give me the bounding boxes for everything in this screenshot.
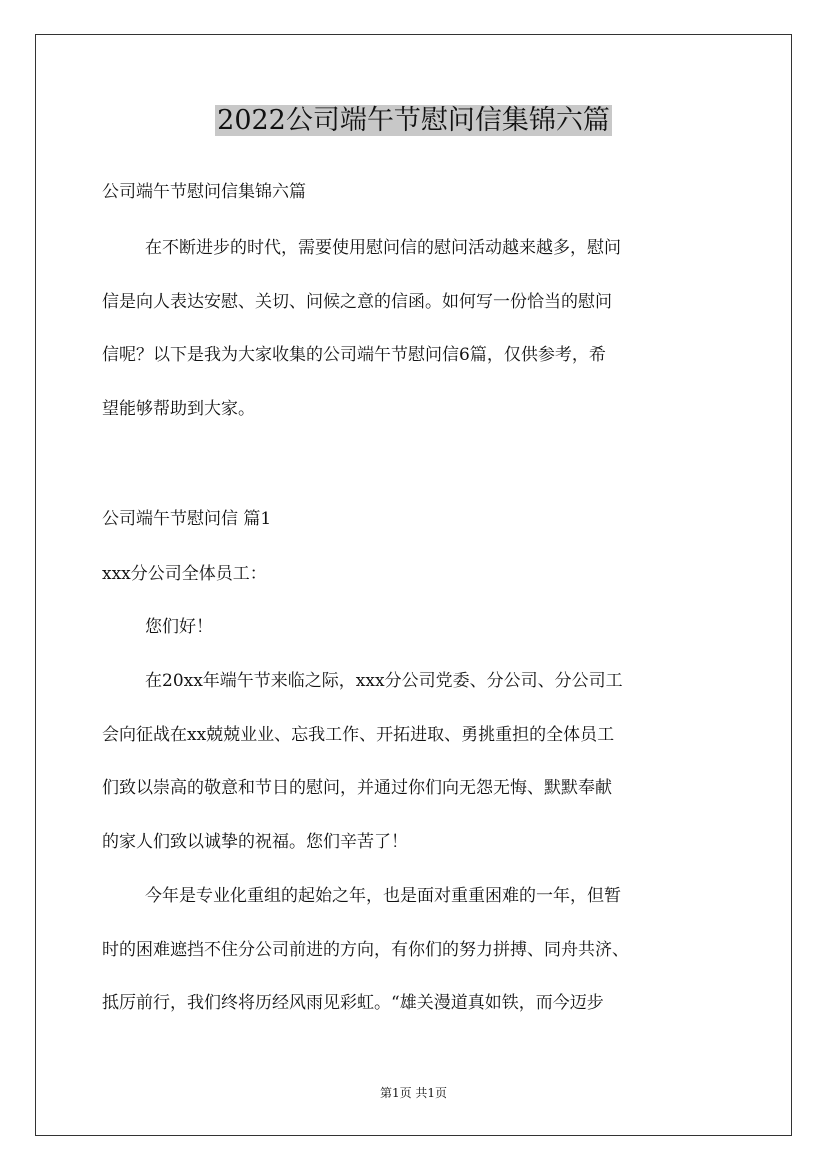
page-footer: 第1页 共1页: [379, 1086, 448, 1100]
salutation: xxx分公司全体员工：: [102, 564, 267, 584]
document-subtitle: 公司端午节慰问信集锦六篇: [102, 182, 306, 202]
intro-line-4: 望能够帮助到大家。: [102, 399, 255, 419]
paragraph2-line-1: 今年是专业化重组的起始之年，也是面对重重困难的一年，但暂: [145, 886, 621, 906]
intro-line-1: 在不断进步的时代，需要使用慰问信的慰问活动越来越多，慰问: [145, 238, 621, 258]
section-heading: 公司端午节慰问信 篇1: [102, 509, 272, 529]
document-title-text: 2022公司端午节慰问信集锦六篇: [217, 105, 610, 136]
paragraph1-line-3: 们致以崇高的敬意和节日的慰问，并通过你们向无怨无悔、默默奉献: [102, 778, 612, 798]
paragraph1-line-4: 的家人们致以诚挚的祝福。您们辛苦了！: [102, 832, 408, 852]
intro-line-2: 信是向人表达安慰、关切、问候之意的信函。如何写一份恰当的慰问: [102, 292, 612, 312]
document-title: [0, 98, 827, 144]
paragraph2-line-2: 时的困难遮挡不住分公司前进的方向，有你们的努力拼搏、同舟共济、: [102, 940, 629, 960]
paragraph1-line-1: 在20xx年端午节来临之际，xxx分公司党委、分公司、分公司工: [145, 671, 623, 691]
greeting: 您们好！: [145, 617, 213, 637]
intro-line-3: 信呢？以下是我为大家收集的公司端午节慰问信6篇，仅供参考，希: [102, 345, 606, 365]
paragraph2-line-3: 抵厉前行，我们终将历经风雨见彩虹。“雄关漫道真如铁，而今迈步: [102, 993, 604, 1013]
paragraph1-line-2: 会向征战在xx兢兢业业、忘我工作、开拓进取、勇挑重担的全体员工: [102, 725, 615, 745]
